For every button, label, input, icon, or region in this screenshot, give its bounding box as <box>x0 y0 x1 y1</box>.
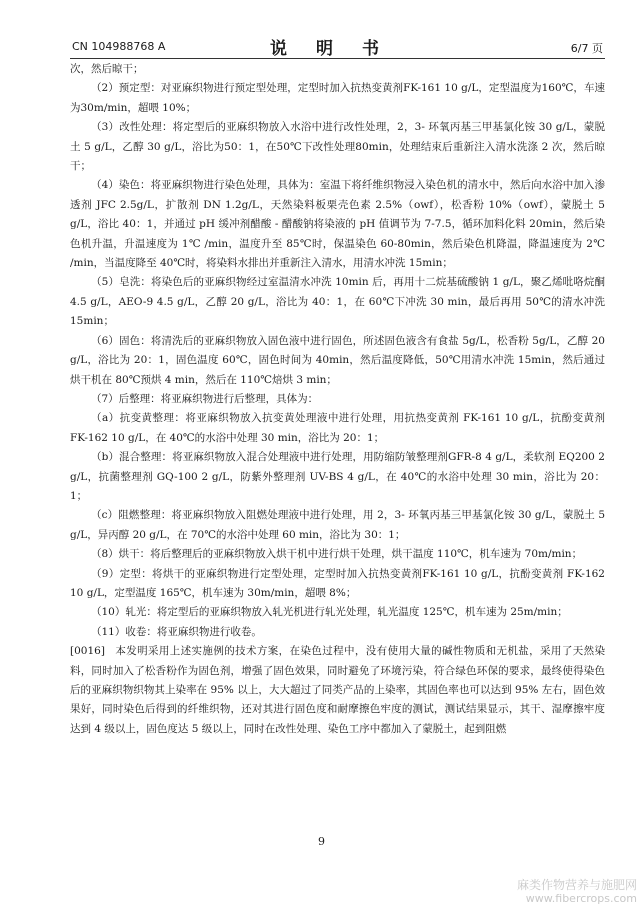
step-finishing: （7）后整理：将亚麻织物进行后整理，具体为： <box>91 392 319 405</box>
page-indicator: 6/7 页 <box>570 42 603 55</box>
watermark-site-name: 麻类作物营养与施肥网 <box>516 878 637 892</box>
substep-mixed-finishing: （b）混合整理：将亚麻织物放入混合处理液中进行处理，用防缩防皱整理剂GFR-8 4 g/L，柔软剂 EQ200 2 g/L，抗菌整理剂 GQ-100 2 g/L，防紫外整理剂 UV-BS 4 g/L，在 40℃的水浴中处理 30 min，浴比为 20：1； <box>70 451 605 502</box>
step-drying: （8）烘干：将后整理后的亚麻织物放入烘干机中进行烘干处理，烘干温度 110℃，机车速为 70m/min； <box>91 548 583 561</box>
step-modification: （3）改性处理：将定型后的亚麻织物放入水浴中进行改性处理，2，3- 环氧丙基三甲基氯化铵 30 g/L，蒙脱土 5 g/L，乙醇 30 g/L，浴比为50：1，在50℃下改性处理80min，处理结束后重新注入清水洗涤 2 次，然后晾干； <box>70 121 605 173</box>
text-line: 次，然后晾干； <box>70 63 144 75</box>
patent-number: CN 104988768 A <box>72 40 166 53</box>
body-text <box>70 60 605 739</box>
substep-flame-retardant: （c）阻燃整理：将亚麻织物放入阻燃处理液中进行处理，用 2，3- 环氧丙基三甲基氯化铵 30 g/L，蒙脱土 5 g/L，异丙醇 20 g/L，在 70℃的水浴中处理 60 min，浴比为 30：1； <box>70 509 605 541</box>
paragraph-text: 本发明采用上述实施例的技术方案，在染色过程中，没有使用大量的碱性物质和无机盐，采用了天然染料，同时加入了松香粉作为固色剂，增强了固色效果，同时避免了环境污染，符合绿色环保的要求，最终使得染色后的亚麻织物织物其上染率在 95% 以上，大大超过了同类产品的上染率，其固色率也可以达到 95% 左右，固色效果好，同时染色后得到的纤维织物，还对其进行固色度和耐摩擦色牢度的测试，测试结果显示，其干、湿摩擦牢度达到 4 级以上，固色度达 5 级以上，同时在改性处理、染色工序中都加入了蒙脱土，起到阻燃 <box>70 645 605 735</box>
step-preset: （2）预定型：对亚麻织物进行预定型处理，定型时加入抗热变黄剂FK-161 10 g/L，定型温度为160℃，车速为30m/min，超喂 10%； <box>70 82 605 114</box>
substep-anti-yellowing: （a）抗变黄整理：将亚麻织物放入抗变黄处理液中进行处理，用抗热变黄剂 FK-161 10 g/L，抗酚变黄剂 FK-162 10 g/L，在 40℃的水浴中处理 30 min，浴比为 20：1； <box>70 412 605 444</box>
document-title: 说 明 书 <box>270 39 385 59</box>
step-setting: （9）定型：将烘干的亚麻织物进行定型处理，定型时加入抗热变黄剂FK-161 10 g/L，抗酚变黄剂 FK-162 10 g/L，定型温度 165℃，机车速为 30m/min，超喂 8%； <box>70 567 605 599</box>
step-soaping: （5）皂洗：将染色后的亚麻织物经过室温清水冲洗 10min 后，再用十二烷基硫酸钠 1 g/L，聚乙烯吡咯烷酮 4.5 g/L，AEO-9 4.5 g/L，乙醇 20 g/L，浴比为 40：1，在 60℃下冲洗 30 min，最后再用 50℃的清水冲洗 15min； <box>70 276 605 328</box>
step-fixing: （6）固色：将清洗后的亚麻织物放入固色液中进行固色，所述固色液含有食盐 5g/L，松香粉 5g/L，乙醇 20 g/L，浴比为 20：1，固色温度 60℃，固色时间为 40min，然后温度降低，50℃用清水冲洗 15min，然后通过烘干机在 80℃预烘 4 min，然后在 110℃焙烘 3 min； <box>70 334 605 386</box>
paragraph-number: [0016] <box>70 645 105 658</box>
paragraph-0016 <box>70 642 605 739</box>
step-calendering: （10）轧光：将定型后的亚麻织物放入轧光机进行轧光处理，轧光温度 125℃，机车速为 25m/min； <box>91 606 568 619</box>
watermark-url: www.fibercrops.com <box>525 892 637 905</box>
watermark <box>517 878 637 906</box>
step-dyeing: （4）染色：将亚麻织物进行染色处理，具体为：室温下将纤维织物浸入染色机的清水中，然后向水浴中加入渗透剂 JFC 2.5g/L，扩散剂 DN 1.2g/L，天然染料板栗壳色素 2.5%（owf），松香粉 10%（owf），蒙脱土 5 g/L，浴比 40：1，并通过 pH 缓冲剂醋酸 - 醋酸钠将染液的 pH 值调节为 7-7.5，循环加料化料 20min，然后染色机升温，升温速度为 1℃ /min，温度升至 85℃时，保温染色 60-80min，然后染色机降温，降温速度为 2℃ /min，当温度降至 40℃时，将染料水排出并重新注入清水，用清水冲洗 15min； <box>70 179 605 270</box>
page-header <box>50 30 605 59</box>
header-rule <box>70 58 605 59</box>
step-winding: （11）收卷：将亚麻织物进行收卷。 <box>91 625 262 638</box>
page-number: 9 <box>318 835 325 848</box>
